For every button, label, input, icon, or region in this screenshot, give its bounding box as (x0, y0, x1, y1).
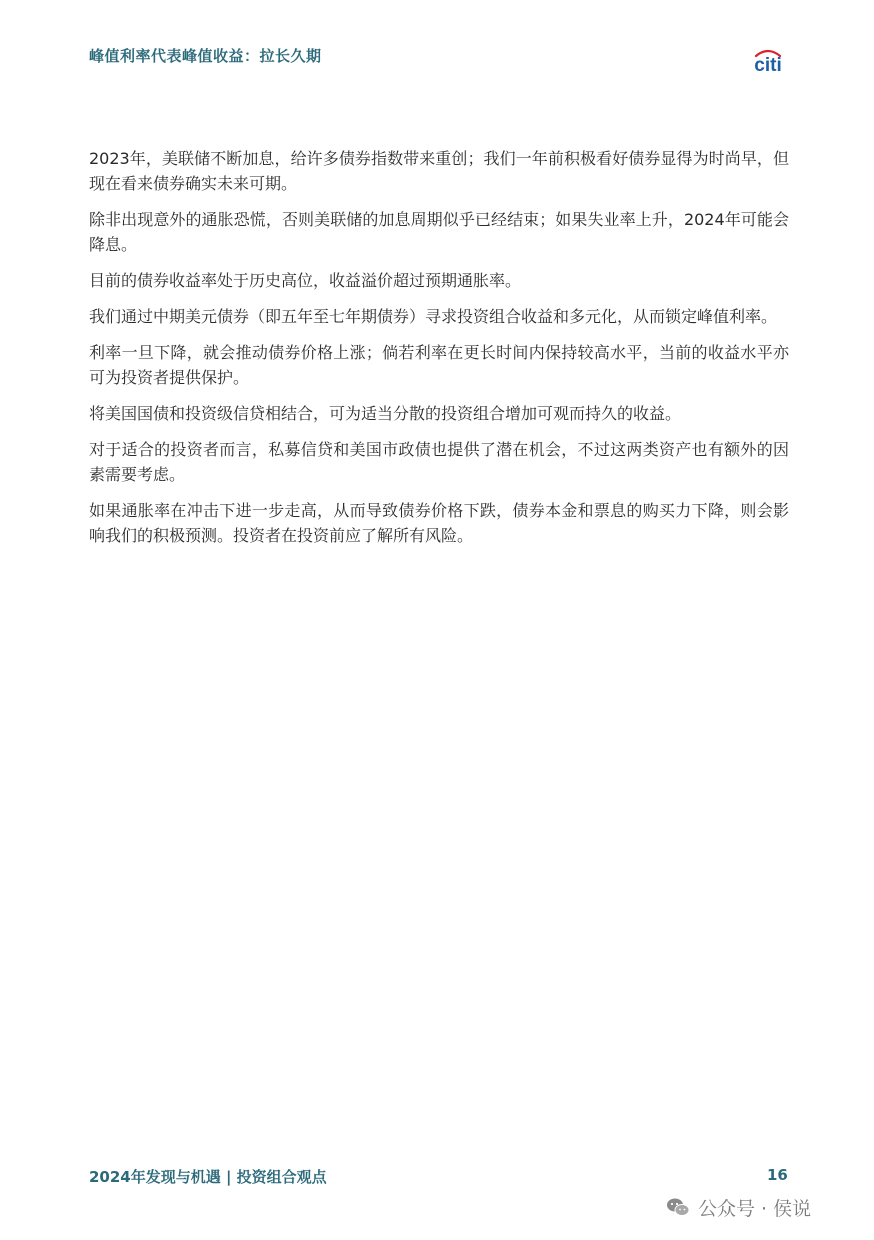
paragraph: 我们通过中期美元债券（即五年至七年期债券）寻求投资组合收益和多元化，从而锁定峰值利率。 (89, 307, 778, 326)
citi-logo-icon (748, 46, 788, 74)
footer-report-title: 2024年发现与机遇 | 投资组合观点 (89, 1168, 327, 1186)
paragraph: 如果通胀率在冲击下进一步走高，从而导致债券价格下跌，债券本金和票息的购买力下降，则会影响我们的积极预测。投资者在投资前应了解所有风险。 (89, 501, 789, 545)
paragraph: 2023年，美联储不断加息，给许多债券指数带来重创；我们一年前积极看好债券显得为时尚早，但现在看来债券确实未来可期。 (89, 149, 789, 193)
page-header-title: 峰值利率代表峰值收益：拉长久期 (89, 47, 322, 65)
watermark-text: 公众号 · 侯说 (698, 1197, 812, 1220)
watermark (666, 1192, 811, 1222)
main-content (89, 146, 789, 559)
page-number: 16 (767, 1166, 788, 1184)
paragraph: 对于适合的投资者而言，私募信贷和美国市政债也提供了潜在机会，不过这两类资产也有额外的因素需要考虑。 (89, 440, 789, 484)
wechat-icon (666, 1196, 690, 1218)
svg-text:citi: citi (754, 55, 782, 74)
paragraph: 将美国国债和投资级信贷相结合，可为适当分散的投资组合增加可观而持久的收益。 (89, 404, 682, 423)
paragraph: 目前的债券收益率处于历史高位，收益溢价超过预期通胀率。 (89, 271, 522, 290)
citi-logo (748, 46, 788, 74)
paragraph: 除非出现意外的通胀恐慌，否则美联储的加息周期似乎已经结束；如果失业率上升，2024年可能会降息。 (89, 210, 789, 254)
paragraph: 利率一旦下降，就会推动债券价格上涨；倘若利率在更长时间内保持较高水平，当前的收益水平亦可为投资者提供保护。 (89, 343, 789, 387)
